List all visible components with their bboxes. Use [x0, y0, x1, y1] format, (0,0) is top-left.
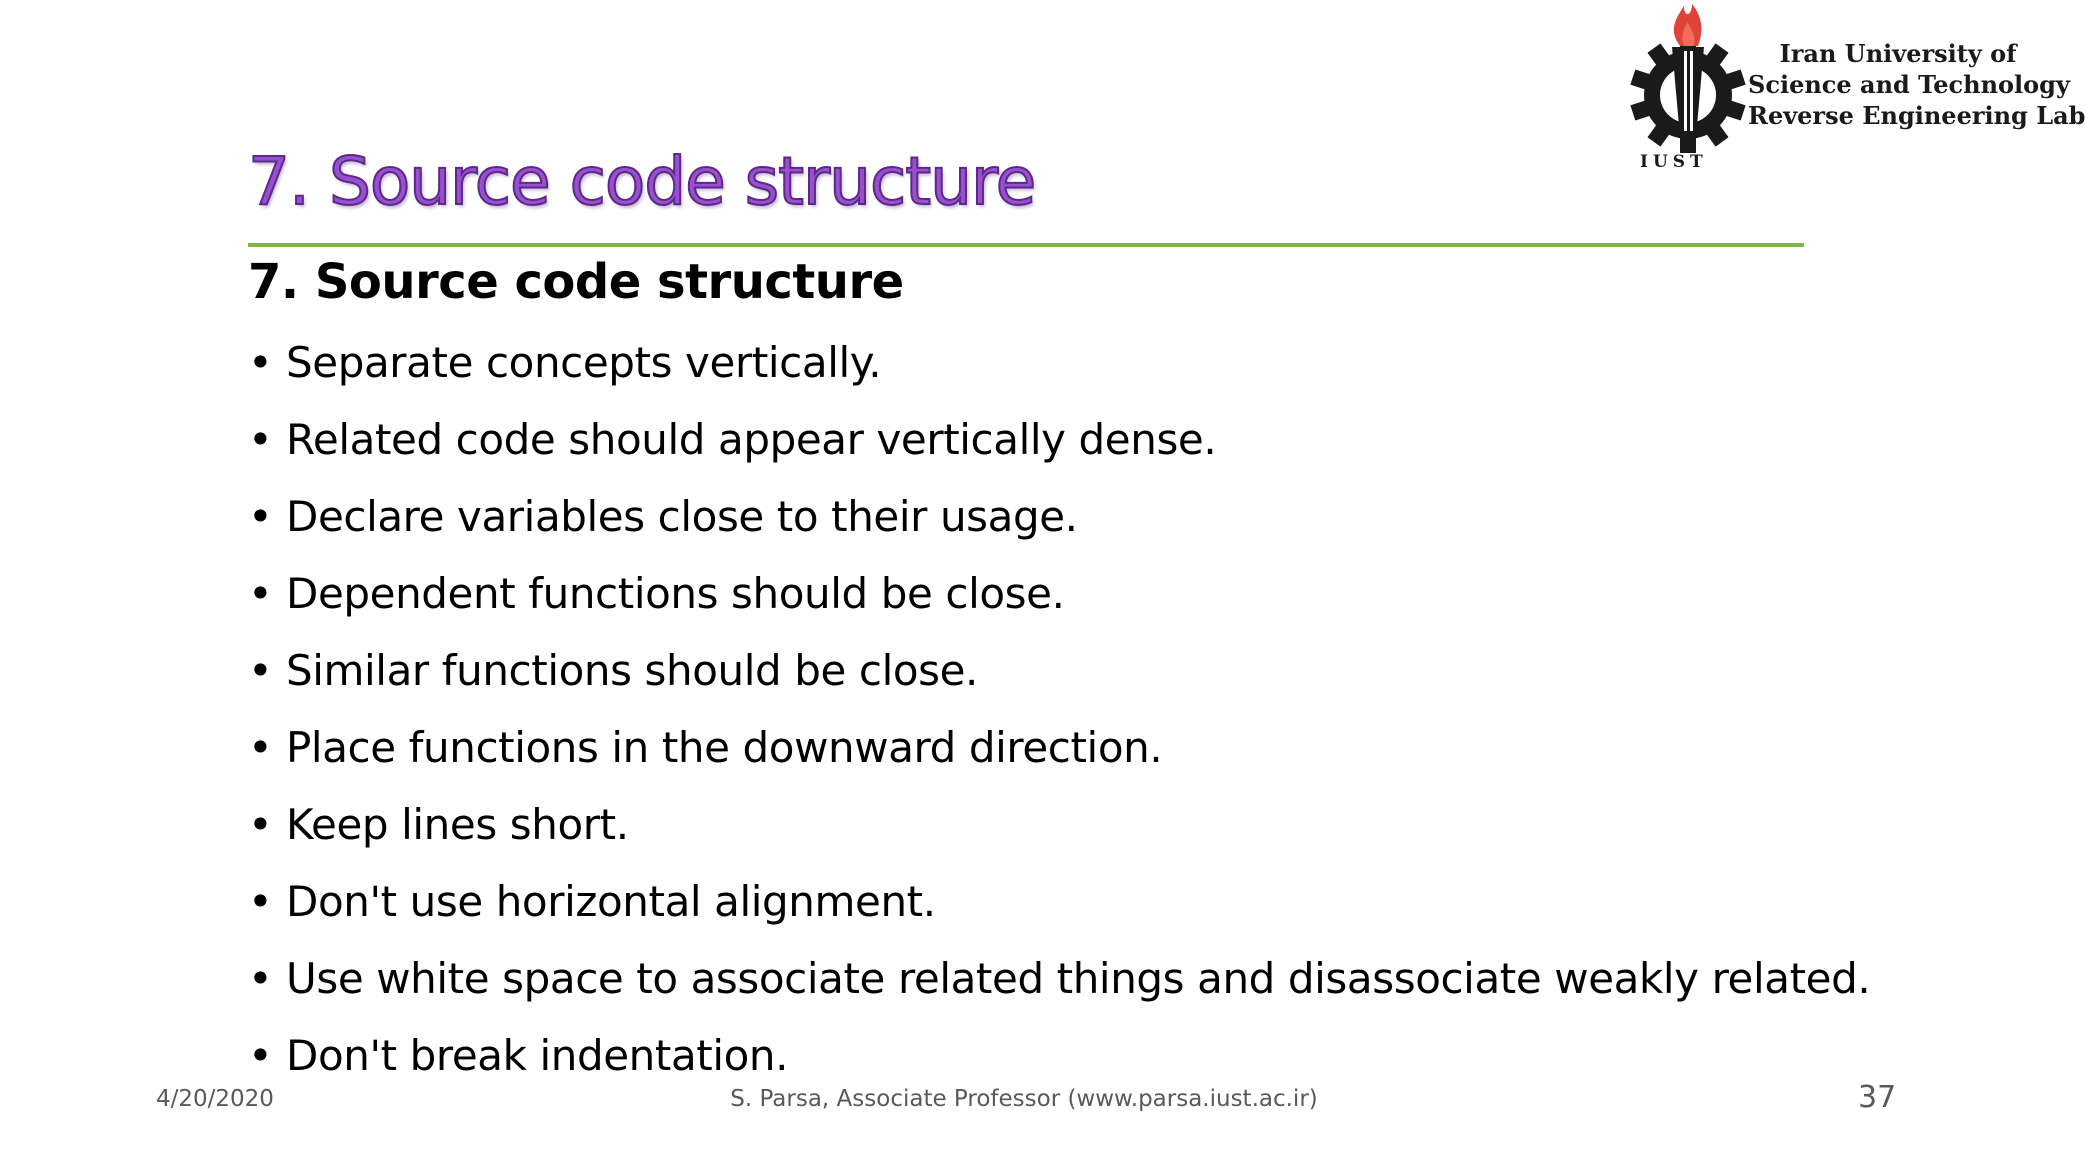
bullet-text: Declare variables close to their usage.	[286, 492, 1078, 541]
slide-subheading: 7. Source code structure	[248, 254, 904, 310]
bullet-icon: •	[248, 646, 273, 695]
bullet-icon: •	[248, 954, 273, 1003]
university-logo	[1618, 0, 2085, 185]
logo-line-3: Reverse Engineering Lab	[1748, 101, 2085, 130]
logo-line-2: Science and Technology	[1748, 70, 2070, 99]
bullet-text: Keep lines short.	[286, 800, 629, 849]
footer-date: 4/20/2020	[156, 1086, 274, 1112]
logo-mark: IUST	[1640, 152, 1708, 172]
bullet-text: Similar functions should be close.	[286, 646, 979, 695]
bullet-text: Related code should appear vertically dense.	[286, 415, 1217, 464]
logo-line-1: Iran University of	[1779, 39, 2017, 68]
slide-title: 7. Source code structure	[248, 143, 1036, 220]
footer-author: S. Parsa, Associate Professor (www.parsa.iust.ac.ir)	[730, 1086, 1318, 1112]
bullet-text: Place functions in the downward direction.	[286, 723, 1163, 772]
bullet-icon: •	[248, 415, 273, 464]
bullet-text: Dependent functions should be close.	[286, 569, 1065, 618]
bullet-icon: •	[248, 723, 273, 772]
bullet-text: Don't use horizontal alignment.	[286, 877, 936, 926]
bullet-text: Separate concepts vertically.	[286, 338, 882, 387]
bullet-icon: •	[248, 569, 273, 618]
bullet-text: Don't break indentation.	[286, 1031, 789, 1080]
bullet-icon: •	[248, 338, 273, 387]
page-number: 37	[1858, 1080, 1897, 1115]
bullet-icon: •	[248, 877, 273, 926]
title-divider	[248, 243, 1804, 247]
bullet-icon: •	[248, 1031, 273, 1080]
bullet-icon: •	[248, 800, 273, 849]
bullet-text: Use white space to associate related things and disassociate weakly related.	[286, 954, 1871, 1003]
bullet-icon: •	[248, 492, 273, 541]
logo-text	[1748, 38, 2085, 131]
